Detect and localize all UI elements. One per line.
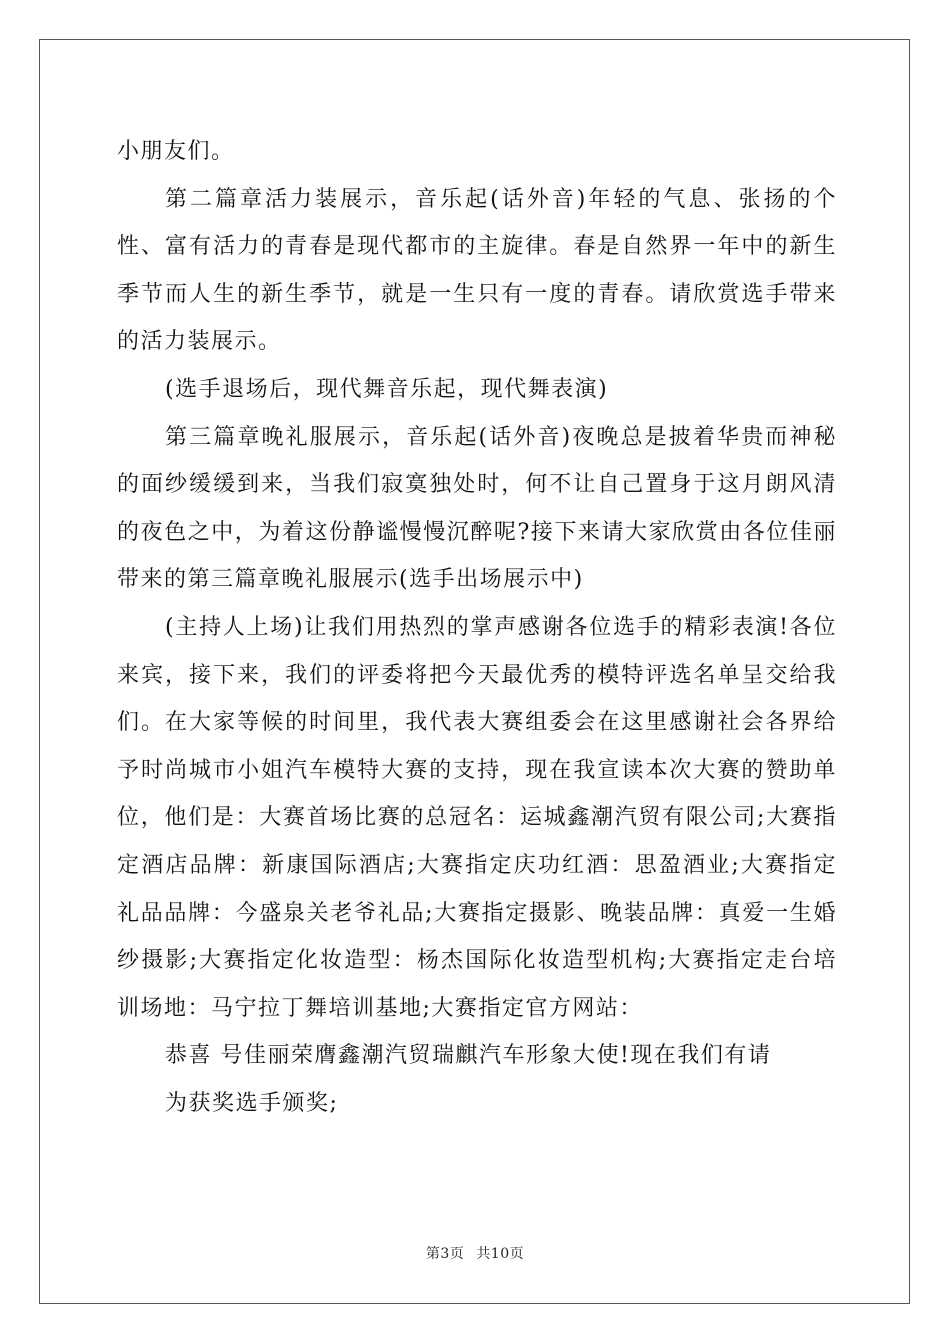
paragraph-evening-gown: 第三篇章晚礼服展示，音乐起(话外音)夜晚总是披着华贵而神秘的面纱缓缓到来，当我们寂寞独处时，何不让自己置身于这月朗风清的夜色之中，为着这份静谧慢慢沉醉呢?接下来请大家欣赏由各位佳丽带来的第三篇章晚礼服展示(选手出场展示中) xyxy=(117,424,837,593)
paragraph-continued: 小朋友们。 xyxy=(117,139,235,164)
document-body xyxy=(117,128,837,1127)
page-total: 共10页 xyxy=(476,1246,525,1262)
paragraph-active-wear: 第二篇章活力装展示，音乐起(话外音)年轻的气息、张扬的个性、富有活力的青春是现代都市的主旋律。春是自然界一年中的新生季节而人生的新生季节，就是一生只有一度的青春。请欣赏选手带来的活力装展示。 xyxy=(117,186,837,355)
paragraph-host-sponsors: (主持人上场)让我们用热烈的掌声感谢各位选手的精彩表演!各位来宾，接下来，我们的评委将把今天最优秀的模特评选名单呈交给我们。在大家等候的时间里，我代表大赛组委会在这里感谢社会各界给予时尚城市小姐汽车模特大赛的支持，现在我宣读本次大赛的赞助单位，他们是：大赛首场比赛的总冠名：运城鑫潮汽贸有限公司;大赛指定酒店品牌：新康国际酒店;大赛指定庆功红酒：思盈酒业;大赛指定礼品品牌：今盛泉关老爷礼品;大赛指定摄影、晚装品牌：真爱一生婚纱摄影;大赛指定化妆造型：杨杰国际化妆造型机构;大赛指定走台培训场地：马宁拉丁舞培训基地;大赛指定官方网站： xyxy=(117,614,837,1021)
paragraph-stage-direction: (选手退场后，现代舞音乐起，现代舞表演) xyxy=(165,376,609,402)
page-number: 第3页 xyxy=(425,1246,465,1262)
page-footer xyxy=(0,1243,950,1263)
paragraph-congratulations: 恭喜 号佳丽荣膺鑫潮汽贸瑞麒汽车形象大使!现在我们有请 xyxy=(165,1043,772,1069)
paragraph-award: 为获奖选手颁奖; xyxy=(165,1090,339,1116)
